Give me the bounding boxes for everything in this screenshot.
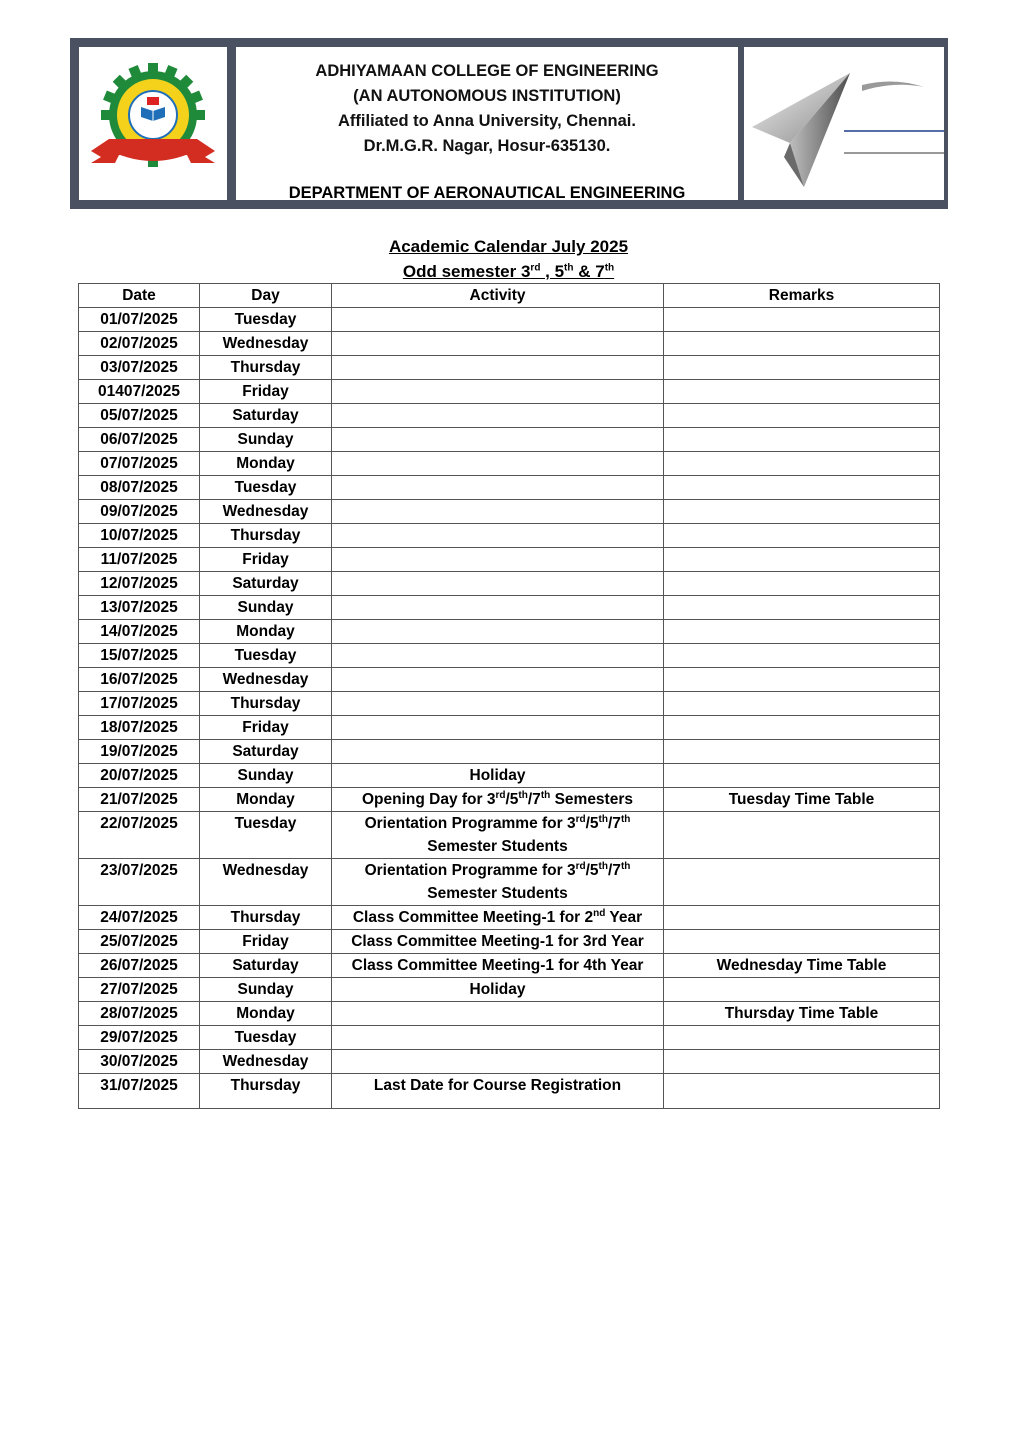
cell-day: Monday: [200, 788, 332, 812]
cell-day: Friday: [200, 930, 332, 954]
cell-activity: [332, 692, 664, 716]
cell-activity: [332, 859, 664, 906]
college-address: Dr.M.G.R. Nagar, Hosur-635130.: [363, 137, 611, 155]
activity-line: Orientation Programme for 3rd/5th/7th: [364, 860, 631, 879]
header-activity: Activity: [332, 284, 664, 308]
table-row: [79, 332, 940, 356]
cell-day: Tuesday: [200, 1026, 332, 1050]
college-status: (AN AUTONOMOUS INSTITUTION): [353, 87, 621, 105]
table-row: [79, 1050, 940, 1074]
cell-date: 01/07/2025: [79, 308, 200, 332]
cell-activity: Class Committee Meeting-1 for 3rd Year: [332, 930, 664, 954]
cell-remarks: Thursday Time Table: [664, 1002, 940, 1026]
cell-activity: [332, 668, 664, 692]
academic-calendar-table: [78, 283, 940, 1109]
cell-date: 05/07/2025: [79, 404, 200, 428]
table-row: [79, 906, 940, 930]
cell-activity: [332, 380, 664, 404]
cell-remarks: [664, 812, 940, 859]
cell-day: Thursday: [200, 524, 332, 548]
activity-line: Opening Day for 3rd/5th/7th Semesters: [361, 789, 633, 808]
cell-remarks: [664, 906, 940, 930]
cell-remarks: [664, 620, 940, 644]
cell-day: Wednesday: [200, 859, 332, 906]
cell-day: Wednesday: [200, 1050, 332, 1074]
paper-plane-icon: [744, 47, 944, 200]
cell-day: Monday: [200, 1002, 332, 1026]
cell-day: Wednesday: [200, 332, 332, 356]
activity-line: Semester Students: [427, 885, 568, 902]
cell-activity: [332, 308, 664, 332]
activity-line: Class Committee Meeting-1 for 2nd Year: [352, 907, 643, 926]
table-row: [79, 978, 940, 1002]
college-info: [236, 47, 738, 200]
cell-date: 30/07/2025: [79, 1050, 200, 1074]
table-row: [79, 596, 940, 620]
table-row: [79, 572, 940, 596]
cell-activity: [332, 906, 664, 930]
table-row: [79, 1074, 940, 1109]
cell-day: Friday: [200, 548, 332, 572]
table-row: [79, 692, 940, 716]
cell-remarks: [664, 452, 940, 476]
cell-date: 18/07/2025: [79, 716, 200, 740]
cell-date: 28/07/2025: [79, 1002, 200, 1026]
cell-date: 02/07/2025: [79, 332, 200, 356]
cell-activity: [332, 452, 664, 476]
table-row: [79, 380, 940, 404]
cell-day: Sunday: [200, 596, 332, 620]
cell-activity: [332, 500, 664, 524]
calendar-heading: Academic Calendar July 2025: [388, 237, 629, 256]
cell-remarks: Wednesday Time Table: [664, 954, 940, 978]
cell-activity: [332, 572, 664, 596]
cell-remarks: [664, 740, 940, 764]
calendar-title: [0, 234, 1017, 284]
cell-activity: [332, 428, 664, 452]
table-row: [79, 716, 940, 740]
cell-remarks: [664, 572, 940, 596]
cell-date: 12/07/2025: [79, 572, 200, 596]
cell-remarks: [664, 596, 940, 620]
cell-date: 15/07/2025: [79, 644, 200, 668]
cell-remarks: [664, 1050, 940, 1074]
cell-day: Tuesday: [200, 812, 332, 859]
cell-day: Tuesday: [200, 644, 332, 668]
cell-day: Saturday: [200, 740, 332, 764]
cell-remarks: [664, 764, 940, 788]
cell-remarks: [664, 404, 940, 428]
cell-activity: [332, 1050, 664, 1074]
cell-activity: Holiday: [332, 764, 664, 788]
letterhead: [70, 38, 948, 209]
cell-day: Thursday: [200, 906, 332, 930]
cell-day: Friday: [200, 380, 332, 404]
cell-day: Thursday: [200, 1074, 332, 1109]
department-logo: [744, 47, 944, 200]
cell-day: Sunday: [200, 978, 332, 1002]
cell-date: 11/07/2025: [79, 548, 200, 572]
college-affiliation: Affiliated to Anna University, Chennai.: [338, 112, 636, 130]
cell-date: 09/07/2025: [79, 500, 200, 524]
cell-date: 07/07/2025: [79, 452, 200, 476]
cell-date: 14/07/2025: [79, 620, 200, 644]
cell-activity: [332, 644, 664, 668]
cell-date: 20/07/2025: [79, 764, 200, 788]
cell-remarks: [664, 356, 940, 380]
table-row: [79, 668, 940, 692]
cell-date: 06/07/2025: [79, 428, 200, 452]
table-row: [79, 548, 940, 572]
table-row: [79, 356, 940, 380]
cell-activity: [332, 1002, 664, 1026]
cell-remarks: Tuesday Time Table: [664, 788, 940, 812]
header-date: Date: [79, 284, 200, 308]
cell-activity: [332, 1026, 664, 1050]
cell-remarks: [664, 859, 940, 906]
cell-remarks: [664, 500, 940, 524]
cell-remarks: [664, 1074, 940, 1109]
cell-activity: [332, 332, 664, 356]
table-row: [79, 930, 940, 954]
cell-day: Saturday: [200, 954, 332, 978]
cell-day: Thursday: [200, 356, 332, 380]
cell-activity: [332, 548, 664, 572]
table-row: [79, 812, 940, 859]
cell-day: Tuesday: [200, 308, 332, 332]
college-logo: [79, 47, 227, 200]
cell-remarks: [664, 1026, 940, 1050]
cell-remarks: [664, 428, 940, 452]
header-day: Day: [200, 284, 332, 308]
table-row: [79, 788, 940, 812]
cell-remarks: [664, 978, 940, 1002]
cell-date: 27/07/2025: [79, 978, 200, 1002]
cell-activity: [332, 812, 664, 859]
cell-activity: [332, 356, 664, 380]
table-header-row: [79, 284, 940, 308]
cell-date: 22/07/2025: [79, 812, 200, 859]
cell-date: 16/07/2025: [79, 668, 200, 692]
cell-day: Thursday: [200, 692, 332, 716]
college-seal-icon: [79, 47, 227, 200]
cell-date: 19/07/2025: [79, 740, 200, 764]
table-row: [79, 1026, 940, 1050]
cell-day: Saturday: [200, 572, 332, 596]
table-row: [79, 859, 940, 906]
cell-day: Tuesday: [200, 476, 332, 500]
cell-remarks: [664, 380, 940, 404]
cell-date: 08/07/2025: [79, 476, 200, 500]
department-name: DEPARTMENT OF AERONAUTICAL ENGINEERING: [288, 184, 686, 200]
table-row: [79, 500, 940, 524]
table-row: [79, 954, 940, 978]
cell-date: 03/07/2025: [79, 356, 200, 380]
cell-remarks: [664, 524, 940, 548]
cell-date: 21/07/2025: [79, 788, 200, 812]
activity-line: Orientation Programme for 3rd/5th/7th: [364, 813, 631, 832]
cell-date: 23/07/2025: [79, 859, 200, 906]
header-remarks: Remarks: [664, 284, 940, 308]
cell-day: Friday: [200, 716, 332, 740]
cell-date: 17/07/2025: [79, 692, 200, 716]
cell-activity: [332, 788, 664, 812]
cell-remarks: [664, 668, 940, 692]
cell-date: 31/07/2025: [79, 1074, 200, 1109]
cell-day: Sunday: [200, 428, 332, 452]
cell-remarks: [664, 548, 940, 572]
table-row: [79, 476, 940, 500]
cell-activity: Last Date for Course Registration: [332, 1074, 664, 1109]
cell-date: 10/07/2025: [79, 524, 200, 548]
cell-activity: [332, 476, 664, 500]
table-body: [79, 308, 940, 1109]
cell-day: Wednesday: [200, 500, 332, 524]
cell-remarks: [664, 716, 940, 740]
cell-date: 24/07/2025: [79, 906, 200, 930]
table-row: [79, 452, 940, 476]
cell-day: Saturday: [200, 404, 332, 428]
cell-activity: Class Committee Meeting-1 for 4th Year: [332, 954, 664, 978]
cell-remarks: [664, 930, 940, 954]
table-row: [79, 620, 940, 644]
cell-activity: [332, 740, 664, 764]
cell-activity: [332, 620, 664, 644]
cell-remarks: [664, 476, 940, 500]
cell-date: 13/07/2025: [79, 596, 200, 620]
college-name: ADHIYAMAAN COLLEGE OF ENGINEERING: [315, 62, 659, 80]
cell-remarks: [664, 308, 940, 332]
cell-remarks: [664, 644, 940, 668]
cell-activity: Holiday: [332, 978, 664, 1002]
table-row: [79, 764, 940, 788]
table-row: [79, 740, 940, 764]
table-row: [79, 308, 940, 332]
cell-activity: [332, 716, 664, 740]
activity-line: Semester Students: [427, 838, 568, 855]
cell-day: Monday: [200, 452, 332, 476]
table-row: [79, 524, 940, 548]
table-row: [79, 644, 940, 668]
cell-date: 26/07/2025: [79, 954, 200, 978]
cell-day: Wednesday: [200, 668, 332, 692]
cell-activity: [332, 524, 664, 548]
table-row: [79, 1002, 940, 1026]
cell-activity: [332, 404, 664, 428]
cell-date: 01407/2025: [79, 380, 200, 404]
cell-date: 29/07/2025: [79, 1026, 200, 1050]
cell-day: Monday: [200, 620, 332, 644]
cell-day: Sunday: [200, 764, 332, 788]
cell-remarks: [664, 332, 940, 356]
table-row: [79, 404, 940, 428]
cell-remarks: [664, 692, 940, 716]
cell-date: 25/07/2025: [79, 930, 200, 954]
semester-heading: Odd semester 3rd , 5th & 7th: [402, 262, 615, 281]
table-row: [79, 428, 940, 452]
cell-activity: [332, 596, 664, 620]
